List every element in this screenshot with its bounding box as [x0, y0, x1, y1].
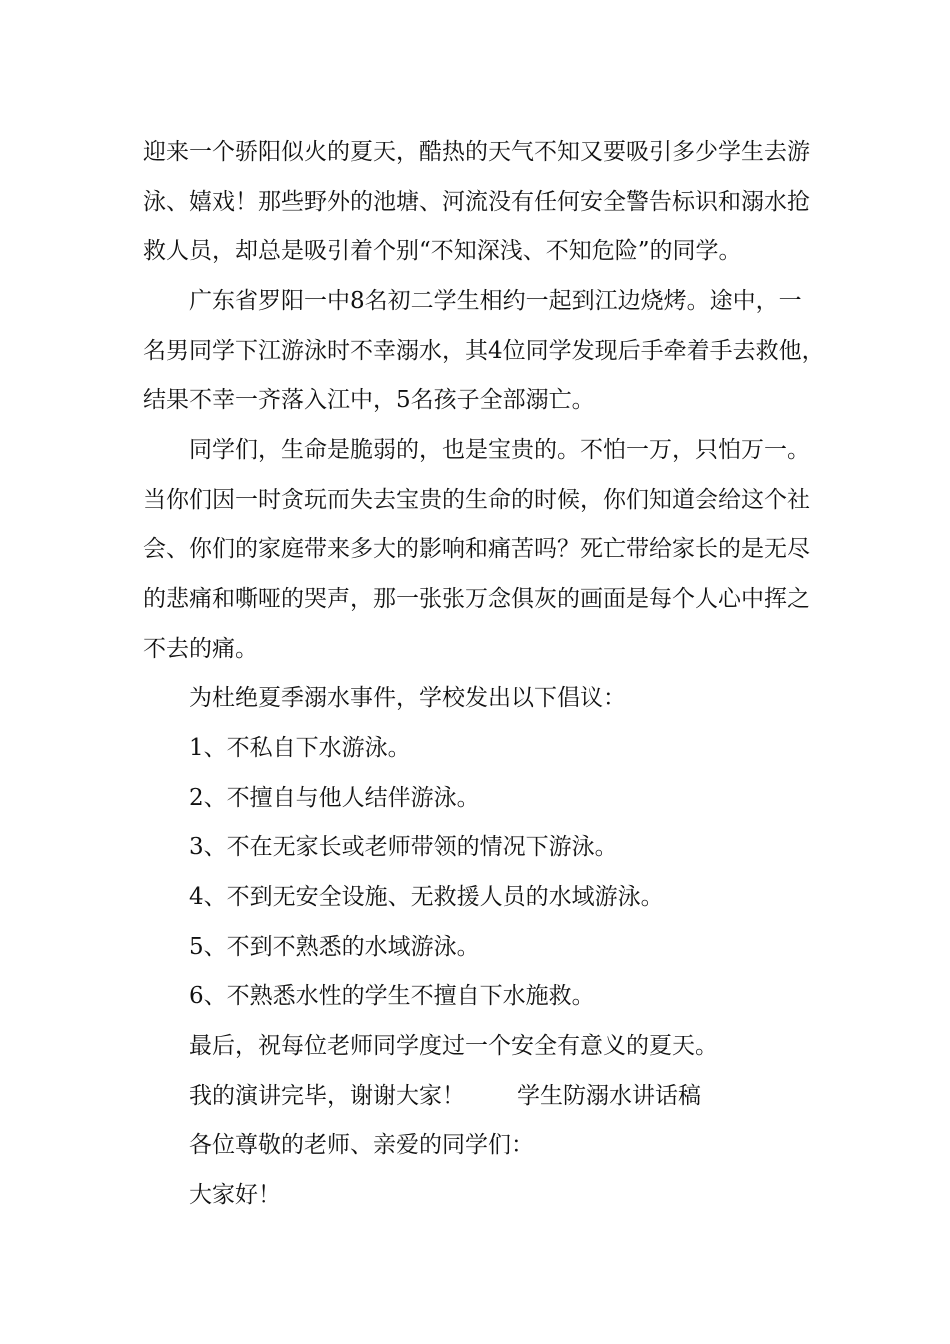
- paragraph-line: 救人员，却总是吸引着个别“不知深浅、不知危险”的同学。: [143, 238, 742, 264]
- paragraph-line: 的悲痛和嘶哑的哭声，那一张张万念俱灰的画面是每个人心中挥之: [143, 586, 810, 612]
- proposal-item: 1、不私自下水游泳。: [189, 735, 411, 761]
- proposal-intro: 为杜绝夏季溺水事件，学校发出以下倡议：: [189, 685, 626, 711]
- end-speech-line: [189, 1080, 701, 1112]
- proposal-item: 3、不在无家长或老师带领的情况下游泳。: [189, 834, 618, 860]
- closing-line: 最后，祝每位老师同学度过一个安全有意义的夏天。: [189, 1033, 718, 1059]
- proposal-item: 2、不擅自与他人结伴游泳。: [189, 785, 480, 811]
- paragraph-line: 当你们因一时贪玩而失去宝贵的生命的时候，你们知道会给这个社: [143, 487, 810, 513]
- paragraph-line: 名男同学下江游泳时不幸溺水，其4位同学发现后手牵着手去救他，: [143, 338, 825, 364]
- paragraph-line: 广东省罗阳一中8名初二学生相约一起到江边烧烤。途中，一: [189, 288, 802, 314]
- paragraph-line: 同学们，生命是脆弱的，也是宝贵的。不怕一万，只怕万一。: [189, 437, 810, 463]
- proposal-item: 6、不熟悉水性的学生不擅自下水施救。: [189, 983, 595, 1009]
- next-title: 学生防溺水讲话稿: [517, 1083, 701, 1109]
- paragraph-line: 泳、嬉戏！那些野外的池塘、河流没有任何安全警告标识和溺水抢: [143, 189, 810, 215]
- salutation: 各位尊敬的老师、亲爱的同学们：: [189, 1132, 534, 1158]
- proposal-item: 4、不到无安全设施、无救援人员的水域游泳。: [189, 884, 664, 910]
- paragraph-line: 不去的痛。: [143, 636, 258, 662]
- paragraph-line: 会、你们的家庭带来多大的影响和痛苦吗？死亡带给家长的是无尽: [143, 536, 810, 562]
- paragraph-line: 迎来一个骄阳似火的夏天，酷热的天气不知又要吸引多少学生去游: [143, 139, 810, 165]
- paragraph-line: 结果不幸一齐落入江中，5名孩子全部溺亡。: [143, 387, 595, 413]
- proposal-item: 5、不到不熟悉的水域游泳。: [189, 934, 480, 960]
- greeting: 大家好！: [189, 1182, 281, 1208]
- end-speech-text: 我的演讲完毕，谢谢大家！: [189, 1083, 465, 1109]
